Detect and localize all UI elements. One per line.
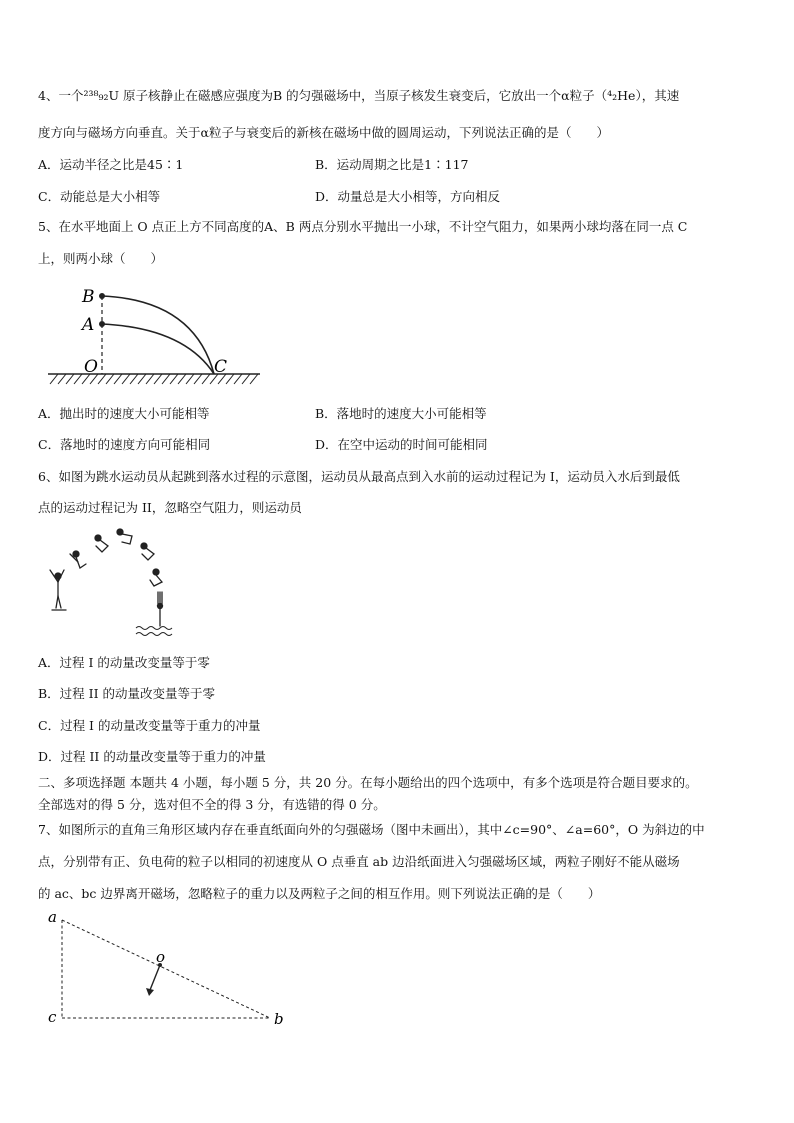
label-b: b [274,1010,284,1028]
section2-line1: 二、多项选择题 本题共 4 小题，每小题 5 分，共 20 分。在每小题给出的四个选项中，有多个选项是符合题目要求的。 [38,775,698,790]
q4-option-c: C．动能总是大小相等 [38,189,161,204]
q4-option-a: A．运动半径之比是45∶1 [38,157,184,172]
label-c: c [48,1008,57,1026]
q5-option-b: B．落地时的速度大小可能相等 [315,406,487,421]
q4-stem-line2: 度方向与磁场方向垂直。关于α粒子与衰变后的新核在磁场中做的圆周运动，下列说法正确的是（ ） [38,125,609,140]
q6-option-b: B．过程 II 的动量改变量等于零 [38,686,216,701]
q7-stem-line2: 点，分别带有正、负电荷的粒子以相同的初速度从 O 点垂直 ab 边沿纸面进入匀强磁场区域，两粒子刚好不能从磁场 [38,854,680,869]
q6-option-d: D．过程 II 的动量改变量等于重力的冲量 [38,749,266,764]
q5-stem-line1: 5、在水平地面上 O 点正上方不同高度的A、B 两点分别水平抛出一小球，不计空气阻力，如果两小球均落在同一点 C [38,219,688,234]
label-b: B [82,287,95,307]
q5-stem-line2: 上，则两小球（ ） [38,251,164,266]
q6-option-c: C．过程 I 的动量改变量等于重力的冲量 [38,718,261,733]
q6-option-a: A．过程 I 的动量改变量等于零 [38,655,210,670]
q4-stem-line1: 4、一个²³⁸₉₂U 原子核静止在磁感应强度为B 的匀强磁场中，当原子核发生衰变后，它放出一个α粒子（⁴₂He），其速 [38,88,680,103]
q6-stem-line1: 6、如图为跳水运动员从起跳到落水过程的示意图，运动员从最高点到入水前的运动过程记为 I，运动员入水后到最低 [38,469,680,484]
q7-stem-line3: 的 ac、bc 边界离开磁场，忽略粒子的重力以及两粒子之间的相互作用。则下列说法正确的是（ ） [38,886,601,901]
q5-option-c: C．落地时的速度方向可能相同 [38,437,211,452]
q5-option-a: A．抛出时的速度大小可能相等 [38,406,210,421]
label-a: A [82,315,95,335]
q7-stem-line1: 7、如图所示的直角三角形区域内存在垂直纸面向外的匀强磁场（图中未画出），其中∠c=90°、∠a=60°，O 为斜边的中 [38,822,705,837]
section2-line2: 全部选对的得 5 分，选对但不全的得 3 分，有选错的得 0 分。 [38,797,386,812]
label-c: C [214,357,228,377]
label-o: O [84,357,98,377]
q4-option-b: B．运动周期之比是1∶117 [315,157,469,172]
triangle-field-diagram [44,908,294,1032]
projectile-diagram [44,282,266,392]
diver-sequence-diagram [40,524,190,644]
q5-option-d: D．在空中运动的时间可能相同 [315,437,488,452]
label-o: o [156,948,166,966]
q4-option-d: D．动量总是大小相等，方向相反 [315,189,501,204]
label-a: a [48,908,57,926]
q6-stem-line2: 点的运动过程记为 II，忽略空气阻力，则运动员 [38,500,302,515]
